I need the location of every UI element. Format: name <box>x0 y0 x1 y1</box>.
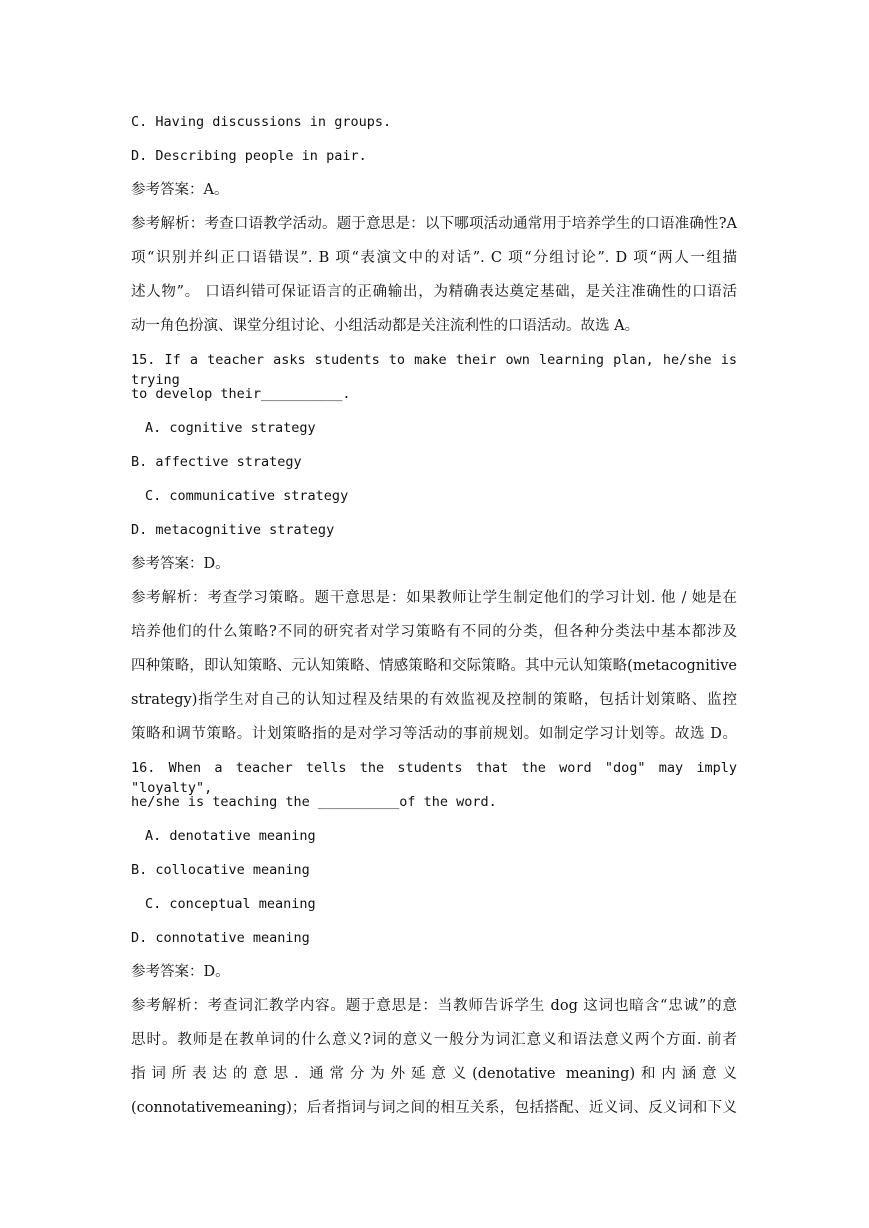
explanation-q16-line2: 思时。教师是在教单词的什么意义?词的意义一般分为词汇意义和语法意义两个方面. 前者 <box>131 1032 737 1048</box>
answer-q15: 参考答案：D。 <box>131 556 230 572</box>
question-15-line1: 15. If a teacher asks students to make their own learning plan, he/she is trying <box>131 352 737 388</box>
explanation-q15-line2: 培养他们的什么策略?不同的研究者对学习策略有不同的分类，但各种分类法中基本都涉及 <box>131 624 737 640</box>
explanation-q15-line1: 参考解析：考查学习策略。题干意思是：如果教师让学生制定他们的学习计划. 他 / 她是在 <box>131 590 737 606</box>
option-c-q16: C. conceptual meaning <box>145 896 316 912</box>
explanation-q16-line3: 指词所表达的意思. 通常分为外延意义(denotative meaning)和内涵意义 <box>131 1066 737 1082</box>
answer-q16: 参考答案：D。 <box>131 964 230 980</box>
explanation-q16-line1: 参考解析：考查词汇教学内容。题于意思是：当教师告诉学生 dog 这词也暗含“忠诚”的意 <box>131 998 737 1014</box>
explanation-q15-line4: strategy)指学生对自己的认知过程及结果的有效监视及控制的策略，包括计划策略、监控 <box>131 692 737 708</box>
option-a-q15: A. cognitive strategy <box>145 420 316 436</box>
option-d-q15: D. metacognitive strategy <box>131 522 335 538</box>
option-c-q15: C. communicative strategy <box>145 488 349 504</box>
option-b-q15: B. affective strategy <box>131 454 302 470</box>
explanation-q14-line3: 述人物”。 口语纠错可保证语言的正确输出，为精确表达奠定基础，是关注准确性的口语活 <box>131 284 737 300</box>
explanation-q16-line4: (connotativemeaning)；后者指词与词之间的相互关系，包括搭配、近义词、反义词和下义 <box>131 1100 737 1116</box>
option-d-q16: D. connotative meaning <box>131 930 310 946</box>
explanation-q14-line1: 参考解析：考查口语教学活动。题于意思是：以下哪项活动通常用于培养学生的口语准确性?A <box>131 216 737 232</box>
question-15-line2: to develop their__________. <box>131 386 351 402</box>
question-16-line2: he/she is teaching the __________of the word. <box>131 794 497 810</box>
explanation-q14-line4: 动一角色扮演、课堂分组讨论、小组活动都是关注流利性的口语活动。故选 A。 <box>131 318 640 334</box>
explanation-q14-line2: 项“识别并纠正口语错误”. B 项“表演文中的对话”. C 项“分组讨论”. D 项“两人一组描 <box>131 250 737 266</box>
option-c-q14: C. Having discussions in groups. <box>131 114 392 130</box>
question-16-line1: 16. When a teacher tells the students that the word "dog" may imply "loyalty", <box>131 760 737 796</box>
explanation-q15-line5: 策略和调节策略。计划策略指的是对学习等活动的事前规划。如制定学习计划等。故选 D。 <box>131 726 737 742</box>
option-a-q16: A. denotative meaning <box>145 828 316 844</box>
explanation-q15-line3: 四种策略，即认知策略、元认知策略、情感策略和交际策略。其中元认知策略(metacognitive <box>131 658 737 674</box>
option-b-q16: B. collocative meaning <box>131 862 310 878</box>
option-d-q14: D. Describing people in pair. <box>131 148 367 164</box>
answer-q14: 参考答案：A。 <box>131 182 229 198</box>
